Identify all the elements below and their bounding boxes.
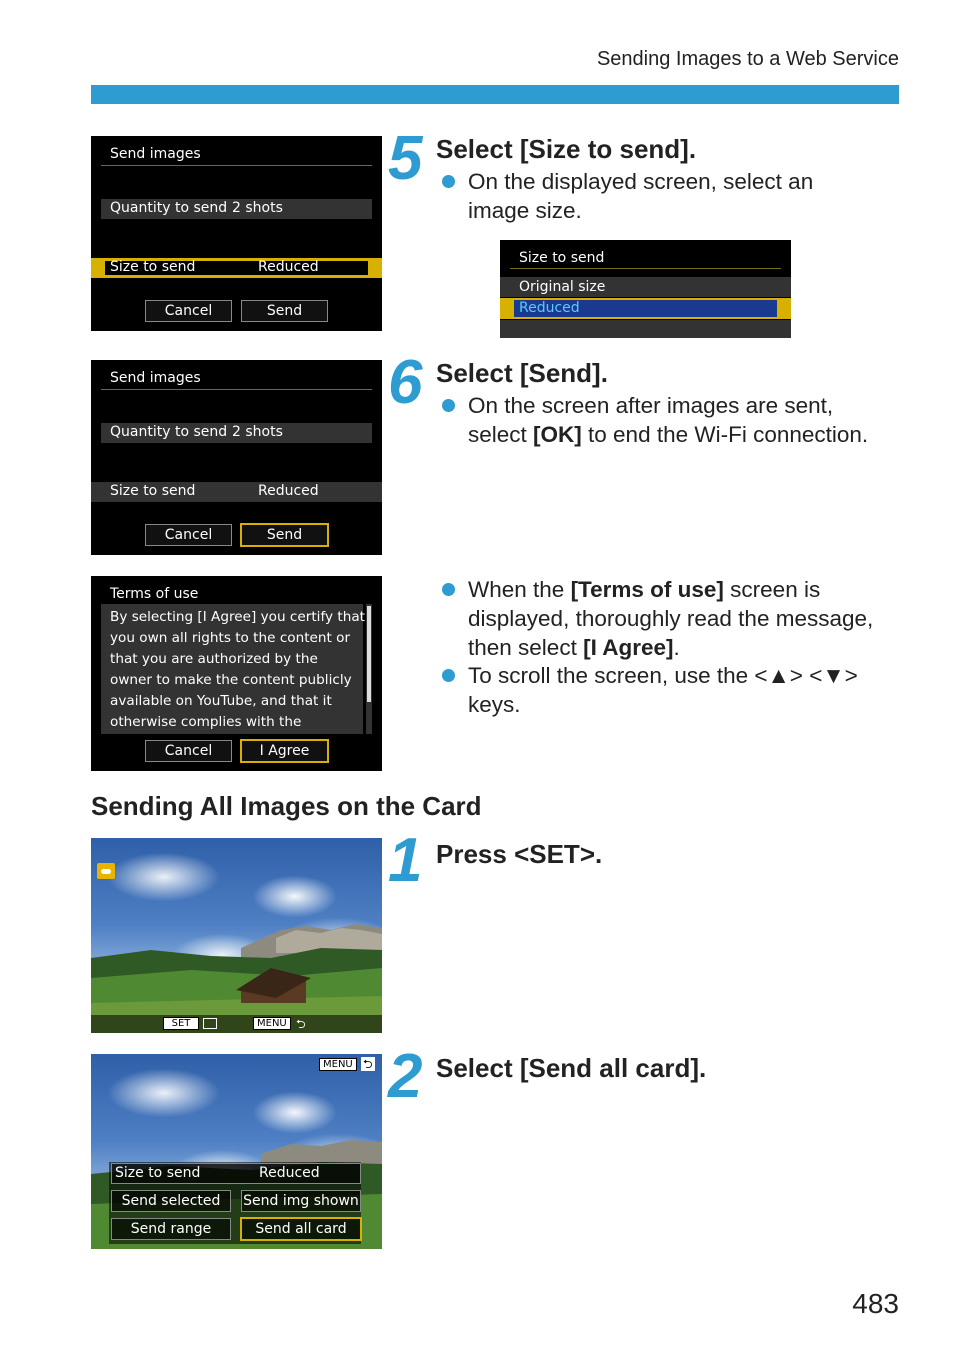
cloud-icon bbox=[97, 863, 115, 879]
quantity-label: Quantity to send bbox=[110, 200, 228, 216]
screen-title: Terms of use bbox=[110, 586, 199, 602]
text-bold: [I Agree] bbox=[583, 635, 674, 660]
send-button[interactable]: Send bbox=[240, 523, 329, 547]
selection-fill bbox=[514, 300, 777, 317]
screen-title: Size to send bbox=[519, 250, 605, 266]
quantity-row bbox=[101, 423, 372, 443]
playback-footer bbox=[91, 1015, 382, 1033]
header-bar bbox=[91, 85, 899, 104]
size-label: Size to send bbox=[110, 483, 196, 499]
return-icon: ⮌ bbox=[296, 1017, 306, 1031]
size-to-send-row[interactable] bbox=[111, 1163, 361, 1184]
camera-screen-send-images-send bbox=[91, 360, 382, 555]
step-2-title: Select [Send all card]. bbox=[436, 1053, 707, 1083]
send-range-button[interactable]: Send range bbox=[111, 1218, 231, 1240]
option-label: Reduced bbox=[519, 300, 580, 316]
bullet-line: displayed, thoroughly read the message, bbox=[468, 606, 874, 631]
quantity-value: 2 shots bbox=[232, 424, 283, 440]
section-title: Sending All Images on the Card bbox=[91, 791, 482, 821]
terms-line: that you are authorized by the bbox=[110, 651, 318, 667]
bullet-line bbox=[468, 633, 948, 662]
bullet-dot bbox=[442, 583, 455, 596]
terms-line: otherwise complies with the bbox=[110, 714, 302, 730]
bullet-dot bbox=[442, 175, 455, 188]
send-img-shown-button[interactable]: Send img shown bbox=[241, 1190, 361, 1212]
step-2-number: 2 bbox=[388, 1042, 419, 1111]
option-reduced[interactable] bbox=[500, 298, 791, 319]
bullet-line: keys. bbox=[468, 692, 521, 717]
menu-button-tag[interactable]: MENU bbox=[319, 1058, 357, 1071]
terms-text bbox=[110, 607, 365, 733]
terms-line: available on YouTube, and that it bbox=[110, 693, 332, 709]
size-value: Reduced bbox=[258, 259, 319, 275]
cloud-shape bbox=[101, 869, 111, 874]
page-number: 483 bbox=[852, 1288, 899, 1319]
terms-note-bullet-2 bbox=[437, 661, 948, 719]
quantity-value: 2 shots bbox=[232, 200, 283, 216]
step-5-number: 5 bbox=[388, 124, 419, 193]
scrollbar[interactable] bbox=[366, 604, 372, 734]
divider bbox=[510, 268, 781, 269]
text: to end the Wi-Fi connection. bbox=[581, 422, 869, 447]
bullet-line: image size. bbox=[468, 198, 582, 223]
size-label: Size to send bbox=[110, 259, 196, 275]
cancel-button[interactable]: Cancel bbox=[145, 740, 232, 762]
size-row[interactable] bbox=[91, 482, 382, 502]
size-value: Reduced bbox=[258, 483, 319, 499]
cancel-button[interactable]: Cancel bbox=[145, 524, 232, 546]
terms-line: By selecting [I Agree] you certify that bbox=[110, 609, 365, 625]
divider bbox=[101, 389, 372, 390]
bullet-line: On the screen after images are sent, bbox=[468, 393, 834, 418]
terms-line: owner to make the content publicly bbox=[110, 672, 352, 688]
terms-line: you own all rights to the content or bbox=[110, 630, 351, 646]
text: then select bbox=[468, 635, 584, 660]
send-icon bbox=[203, 1018, 217, 1029]
text: screen is bbox=[723, 577, 821, 602]
send-selected-button[interactable]: Send selected bbox=[111, 1190, 231, 1212]
text-bold: [OK] bbox=[533, 422, 582, 447]
step-6-title: Select [Send]. bbox=[436, 358, 608, 388]
scrollbar-thumb[interactable] bbox=[367, 606, 371, 702]
terms-text-box bbox=[101, 604, 363, 734]
cancel-button[interactable]: Cancel bbox=[145, 300, 232, 322]
size-row[interactable] bbox=[91, 258, 382, 278]
camera-playback-photo bbox=[91, 838, 382, 1033]
divider bbox=[101, 165, 372, 166]
bullet-line: On the displayed screen, select an bbox=[468, 169, 814, 194]
text: . bbox=[673, 635, 680, 660]
i-agree-button[interactable]: I Agree bbox=[240, 739, 329, 763]
size-label: Size to send bbox=[115, 1165, 201, 1181]
camera-screen-send-images-size bbox=[91, 136, 382, 331]
bullet-line bbox=[468, 575, 948, 604]
text-bold: [Terms of use] bbox=[570, 577, 724, 602]
bullet-dot bbox=[442, 399, 455, 412]
camera-screen-size-to-send bbox=[500, 240, 791, 338]
send-button[interactable]: Send bbox=[241, 300, 328, 322]
menu-button-tag[interactable]: MENU bbox=[253, 1017, 291, 1030]
option-original-size[interactable] bbox=[500, 277, 791, 297]
terms-note-bullet-1 bbox=[437, 575, 948, 662]
step-5-title: Select [Size to send]. bbox=[436, 134, 697, 164]
return-icon: ⮌ bbox=[363, 1057, 373, 1071]
camera-send-menu-photo bbox=[91, 1054, 382, 1249]
step-6-bullet bbox=[437, 391, 938, 449]
mountain-landscape bbox=[91, 838, 382, 1033]
step-1-title: Press <SET>. bbox=[436, 839, 603, 869]
size-value: Reduced bbox=[259, 1165, 320, 1181]
bullet-line: To scroll the screen, use the <▲> <▼> bbox=[468, 663, 858, 688]
bullet-dot bbox=[442, 669, 455, 682]
step-1-number: 1 bbox=[388, 826, 419, 895]
text: select bbox=[468, 422, 534, 447]
step-5-bullet bbox=[437, 167, 918, 225]
screen-title: Send images bbox=[110, 370, 201, 386]
option-label: Original size bbox=[519, 279, 606, 295]
step-6-number: 6 bbox=[388, 348, 419, 417]
bullet-line bbox=[468, 420, 938, 449]
text: When the bbox=[468, 577, 571, 602]
quantity-row bbox=[101, 199, 372, 219]
set-button-tag[interactable]: SET bbox=[163, 1017, 199, 1030]
screen-title: Send images bbox=[110, 146, 201, 162]
running-header: Sending Images to a Web Service bbox=[596, 48, 899, 70]
camera-screen-terms-of-use bbox=[91, 576, 382, 771]
screen-footer bbox=[500, 320, 791, 338]
send-all-card-button[interactable]: Send all card bbox=[240, 1217, 362, 1241]
quantity-label: Quantity to send bbox=[110, 424, 228, 440]
